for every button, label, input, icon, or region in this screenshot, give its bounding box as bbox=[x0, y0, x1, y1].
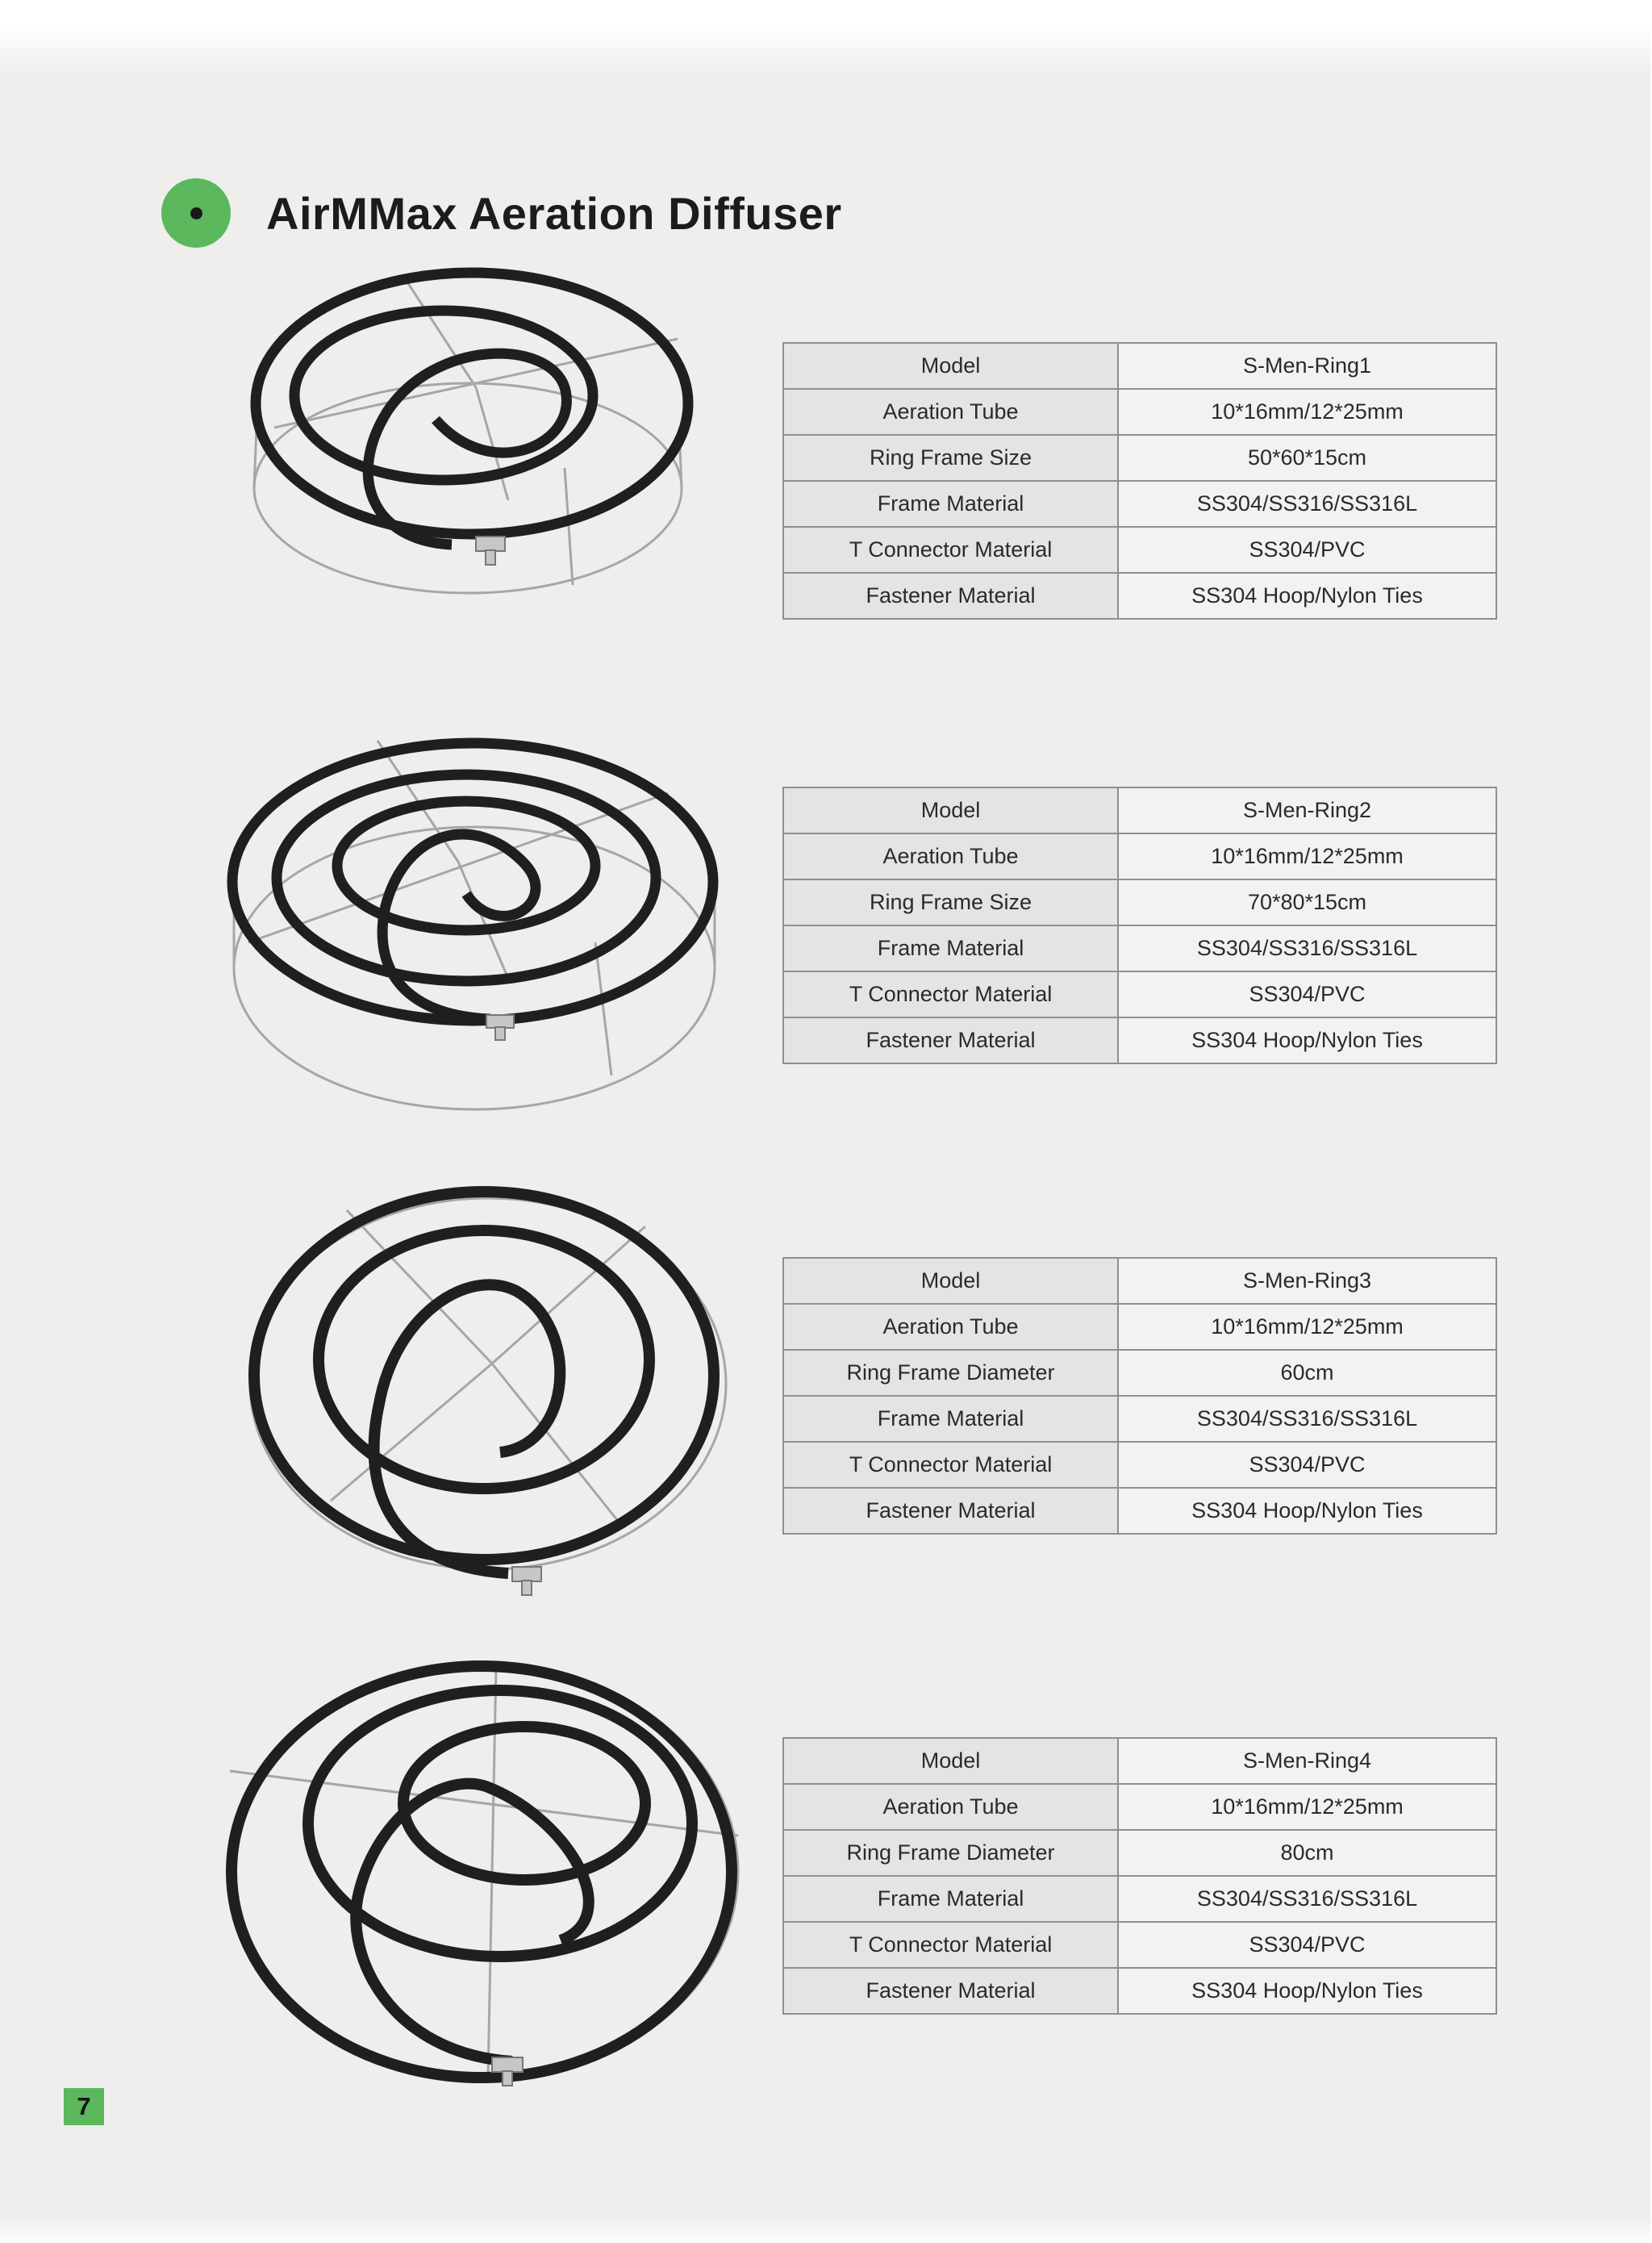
spec-label: Aeration Tube bbox=[783, 1304, 1118, 1350]
spec-value: SS304/SS316/SS316L bbox=[1118, 925, 1496, 971]
spec-value: 70*80*15cm bbox=[1118, 879, 1496, 925]
spec-value: S-Men-Ring3 bbox=[1118, 1258, 1496, 1304]
spec-value: 80cm bbox=[1118, 1830, 1496, 1876]
spec-label: Frame Material bbox=[783, 1876, 1118, 1922]
table-row bbox=[783, 1968, 1496, 2014]
spec-value: S-Men-Ring2 bbox=[1118, 787, 1496, 833]
ring-diffuser-photo bbox=[226, 266, 742, 670]
spec-label: T Connector Material bbox=[783, 1442, 1118, 1488]
spec-value: SS304/PVC bbox=[1118, 1442, 1496, 1488]
spec-label: T Connector Material bbox=[783, 971, 1118, 1017]
ring-diffuser-photo bbox=[222, 1650, 754, 2102]
green-bullet-icon bbox=[161, 178, 231, 248]
table-row bbox=[783, 1488, 1496, 1534]
spec-value: SS304/PVC bbox=[1118, 1922, 1496, 1968]
table-row bbox=[783, 787, 1496, 833]
table-row bbox=[783, 573, 1496, 619]
table-row bbox=[783, 481, 1496, 527]
table-row bbox=[783, 925, 1496, 971]
spec-value: SS304/PVC bbox=[1118, 527, 1496, 573]
spec-label: Frame Material bbox=[783, 925, 1118, 971]
table-row bbox=[783, 1876, 1496, 1922]
table-row bbox=[783, 435, 1496, 481]
spec-label: T Connector Material bbox=[783, 1922, 1118, 1968]
page-title: AirMMax Aeration Diffuser bbox=[266, 187, 842, 239]
spec-value: SS304 Hoop/Nylon Ties bbox=[1118, 1968, 1496, 2014]
table-row bbox=[783, 343, 1496, 389]
spec-label: Model bbox=[783, 1258, 1118, 1304]
spec-label: Aeration Tube bbox=[783, 833, 1118, 879]
page-number: 7 bbox=[64, 2088, 104, 2125]
table-row bbox=[783, 1017, 1496, 1063]
table-row bbox=[783, 1396, 1496, 1442]
spec-label: Fastener Material bbox=[783, 1017, 1118, 1063]
bullet-dot bbox=[190, 207, 202, 219]
spec-table-ring4 bbox=[782, 1737, 1497, 2015]
table-row bbox=[783, 833, 1496, 879]
spec-label: Aeration Tube bbox=[783, 389, 1118, 435]
spec-label: Ring Frame Size bbox=[783, 435, 1118, 481]
table-row bbox=[783, 1922, 1496, 1968]
spec-label: Frame Material bbox=[783, 481, 1118, 527]
spec-label: T Connector Material bbox=[783, 527, 1118, 573]
spec-value: 10*16mm/12*25mm bbox=[1118, 389, 1496, 435]
table-row bbox=[783, 879, 1496, 925]
spec-label: Model bbox=[783, 787, 1118, 833]
spec-value: 10*16mm/12*25mm bbox=[1118, 833, 1496, 879]
table-row bbox=[783, 1304, 1496, 1350]
spec-label: Ring Frame Size bbox=[783, 879, 1118, 925]
spec-label: Model bbox=[783, 1738, 1118, 1784]
page-top-edge bbox=[0, 0, 1652, 73]
spec-value: 10*16mm/12*25mm bbox=[1118, 1784, 1496, 1830]
section-header bbox=[161, 179, 842, 247]
spec-value: S-Men-Ring4 bbox=[1118, 1738, 1496, 1784]
table-row bbox=[783, 527, 1496, 573]
spec-value: S-Men-Ring1 bbox=[1118, 343, 1496, 389]
table-row bbox=[783, 389, 1496, 435]
spec-value: SS304/PVC bbox=[1118, 971, 1496, 1017]
spec-label: Frame Material bbox=[783, 1396, 1118, 1442]
spec-value: SS304 Hoop/Nylon Ties bbox=[1118, 573, 1496, 619]
spec-value: SS304/SS316/SS316L bbox=[1118, 1396, 1496, 1442]
spec-table-ring2 bbox=[782, 787, 1497, 1064]
page-bottom-edge bbox=[0, 2219, 1652, 2243]
spec-value: 60cm bbox=[1118, 1350, 1496, 1396]
spec-value: SS304 Hoop/Nylon Ties bbox=[1118, 1017, 1496, 1063]
spec-label: Fastener Material bbox=[783, 1488, 1118, 1534]
spec-label: Aeration Tube bbox=[783, 1784, 1118, 1830]
spec-label: Ring Frame Diameter bbox=[783, 1830, 1118, 1876]
table-row bbox=[783, 1258, 1496, 1304]
ring-diffuser-photo bbox=[216, 733, 740, 1128]
table-row bbox=[783, 1830, 1496, 1876]
table-row bbox=[783, 1738, 1496, 1784]
spec-table-ring3 bbox=[782, 1257, 1497, 1535]
table-row bbox=[783, 1784, 1496, 1830]
ring-diffuser-photo bbox=[242, 1186, 742, 1606]
spec-table-ring1 bbox=[782, 342, 1497, 620]
spec-value: SS304 Hoop/Nylon Ties bbox=[1118, 1488, 1496, 1534]
spec-value: 50*60*15cm bbox=[1118, 435, 1496, 481]
spec-value: SS304/SS316/SS316L bbox=[1118, 481, 1496, 527]
table-row bbox=[783, 1350, 1496, 1396]
spec-label: Ring Frame Diameter bbox=[783, 1350, 1118, 1396]
spec-label: Fastener Material bbox=[783, 573, 1118, 619]
spec-label: Model bbox=[783, 343, 1118, 389]
spec-label: Fastener Material bbox=[783, 1968, 1118, 2014]
spec-value: 10*16mm/12*25mm bbox=[1118, 1304, 1496, 1350]
table-row bbox=[783, 1442, 1496, 1488]
table-row bbox=[783, 971, 1496, 1017]
spec-value: SS304/SS316/SS316L bbox=[1118, 1876, 1496, 1922]
